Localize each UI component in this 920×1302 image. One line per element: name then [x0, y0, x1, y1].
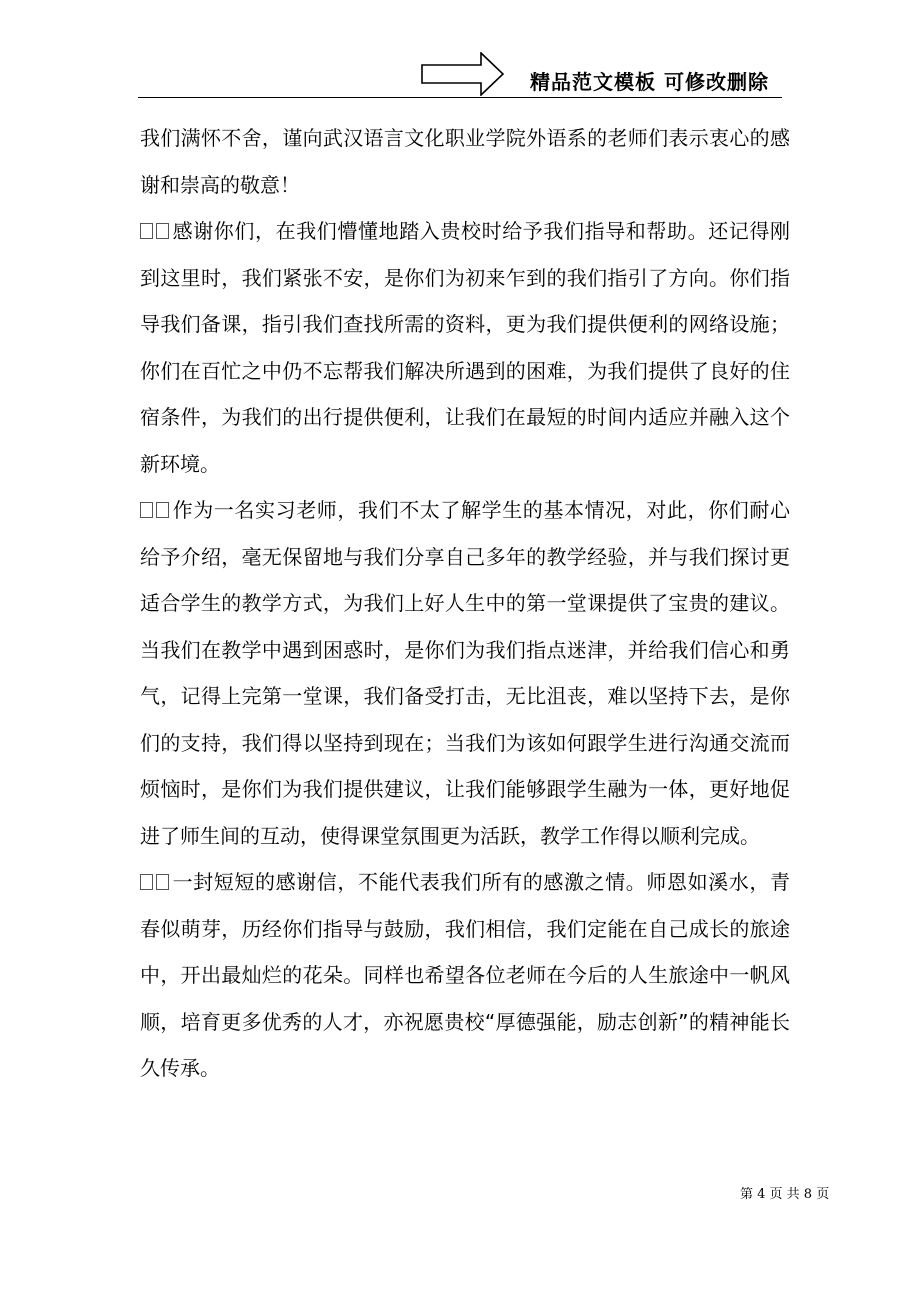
indent-placeholder-icon: [156, 874, 169, 890]
indent-placeholder-icon: [140, 223, 153, 239]
indent-placeholder-icon: [156, 502, 169, 518]
paragraph-2: [140, 208, 790, 487]
page-number: 第 4 页 共 8 页: [740, 1187, 830, 1202]
paragraph-text: 一封短短的感谢信，不能代表我们所有的感激之情。师恩如溪水，青春似萌芽，历经你们指导与鼓励，我们相信，我们定能在自己成长的旅途中，开出最灿烂的花朵。同样也希望各位老师在今后的人生旅途中一帆风顺，培育更多优秀的人才，亦祝愿贵校“厚德强能，励志创新”的精神能长久传承。: [140, 870, 790, 1080]
page-header: [0, 0, 920, 100]
paragraph-text: 我们满怀不舍，谨向武汉语言文化职业学院外语系的老师们表示衷心的感谢和崇高的敬意！: [140, 126, 790, 197]
paragraph-1: [140, 115, 790, 208]
header-title: 精品范文模板 可修改删除: [530, 70, 769, 94]
indent-placeholder-icon: [156, 223, 169, 239]
header-divider: [138, 97, 782, 98]
paragraph-text: 作为一名实习老师，我们不太了解学生的基本情况，对此，你们耐心给予介绍，毫无保留地与我们分享自己多年的教学经验，并与我们探讨更适合学生的教学方式，为我们上好人生中的第一堂课提供了宝贵的建议。当我们在教学中遇到困惑时，是你们为我们指点迷津，并给我们信心和勇气，记得上完第一堂课，我们备受打击，无比沮丧，难以坚持下去，是你们的支持，我们得以坚持到现在；当我们为该如何跟学生进行沟通交流而烦恼时，是你们为我们提供建议，让我们能够跟学生融为一体，更好地促进了师生间的互动，使得课堂氛围更为活跃，教学工作得以顺利完成。: [140, 498, 790, 848]
paragraph-3: [140, 487, 790, 859]
indent-placeholder-icon: [140, 874, 153, 890]
paragraph-text: 感谢你们，在我们懵懂地踏入贵校时给予我们指导和帮助。还记得刚到这里时，我们紧张不安，是你们为初来乍到的我们指引了方向。你们指导我们备课，指引我们查找所需的资料，更为我们提供便利的网络设施；你们在百忙之中仍不忘帮我们解决所遇到的困难，为我们提供了良好的住宿条件，为我们的出行提供便利，让我们在最短的时间内适应并融入这个新环境。: [140, 219, 790, 476]
indent-placeholder-icon: [140, 502, 153, 518]
arrow-right-icon: [421, 52, 505, 96]
letter-body: [140, 115, 790, 1092]
paragraph-4: [140, 859, 790, 1092]
